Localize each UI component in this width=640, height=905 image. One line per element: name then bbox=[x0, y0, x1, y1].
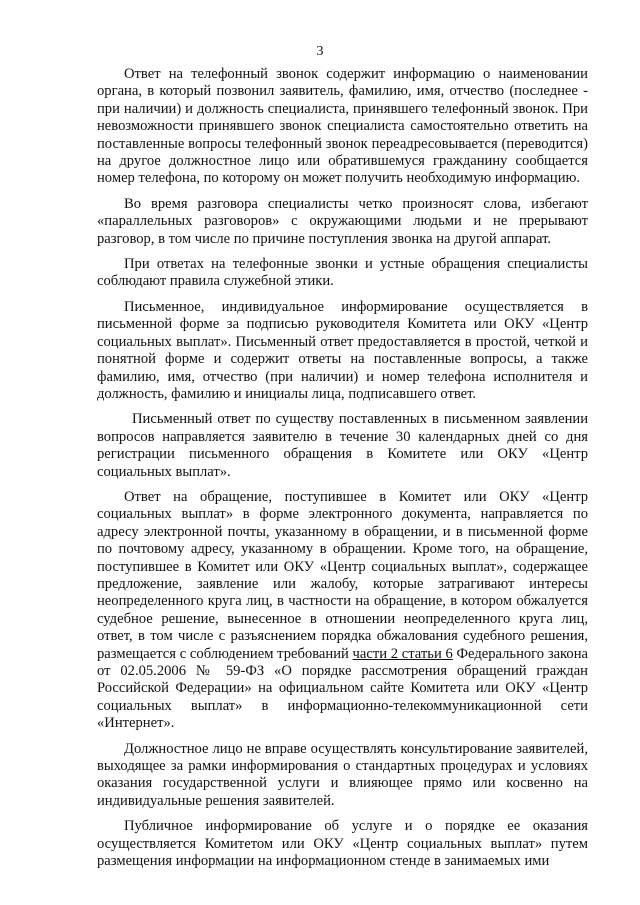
paragraph-text-before-link: Ответ на обращение, поступившее в Комитет или ОКУ «Центр социальных выплат» в форме электронного документа, направляется по адресу электронной почты, указанному в обращении, и в письменной форме по почтовому адресу, указанному в обращении. Кроме того, на обращение, поступившее в Комитет или ОКУ «Центр социальных выплат», содержащее предложение, заявление или жалобу, которые затрагивают интересы неопределенного круга лиц, в частности на обращение, в котором обжалуется судебное решение, вынесенное в отношении неопределенного круга лиц, ответ, в том числе с разъяснением порядка обжалования судебного решения, размещается с соблюдением требований bbox=[97, 488, 588, 662]
paragraph-written-answer-deadline: Письменный ответ по существу поставленных в письменном заявлении вопросов направляется заявителю в течение 30 календарных дней со дня регистрации письменного обращения в Комитете или ОКУ «Центр социальных выплат». bbox=[97, 411, 588, 480]
paragraph-public-informing: Публичное информирование об услуге и о порядке ее оказания осуществляется Комитетом или ОКУ «Центр социальных выплат» путем размещения информации на информационном стенде в занимаемых ими bbox=[97, 818, 588, 870]
paragraph-written-informing: Письменное, индивидуальное информирование осуществляется в письменной форме за подписью руководителя Комитета или ОКУ «Центр социальных выплат». Письменный ответ предоставляется в простой, четкой и понятной форме и содержит ответы на поставленные вопросы, а также фамилию, имя, отчество (при наличии) и номер телефона исполнителя и должность, фамилию и инициалы лица, подписавшего ответ. bbox=[97, 298, 588, 402]
paragraph-service-ethics: При ответах на телефонные звонки и устные обращения специалисты соблюдают правила служебной этики. bbox=[97, 256, 588, 290]
paragraph-phone-answer: Ответ на телефонный звонок содержит информацию о наименовании органа, в который позвонил заявитель, фамилию, имя, отчество (последнее - при наличии) и должность специалиста, принявшего телефонный звонок. При невозможности принявшего звонок специалиста самостоятельно ответить на поставленные вопросы телефонный звонок переадресовывается (переводится) на другое должностное лицо или обратившемуся гражданину сообщается номер телефона, по которому он может получить необходимую информацию. bbox=[97, 66, 588, 187]
document-body bbox=[97, 66, 588, 870]
paragraph-electronic-answer bbox=[97, 489, 588, 733]
law-reference-link[interactable]: части 2 статьи 6 bbox=[352, 645, 453, 662]
page-number: 3 bbox=[316, 44, 324, 59]
paragraph-consulting-limits: Должностное лицо не вправе осуществлять консультирование заявителей, выходящее за рамки информирования о стандартных процедурах и условиях оказания государственной услуги и влияющее прямо или косвенно на индивидуальные решения заявителей. bbox=[97, 740, 588, 809]
paragraph-text-after-link: Федерального закона от 02.05.2006 № 59-ФЗ «О порядке рассмотрения обращений граждан Российской Федерации» на официальном сайте Комитета или ОКУ «Центр социальных выплат» в информационно-телекоммуникационной сети «Интернет». bbox=[97, 645, 588, 732]
paragraph-conversation-rules: Во время разговора специалисты четко произносят слова, избегают «параллельных разговоров» с окружающими людьми и не прерывают разговор, в том числе по причине поступления звонка на другой аппарат. bbox=[97, 195, 588, 247]
